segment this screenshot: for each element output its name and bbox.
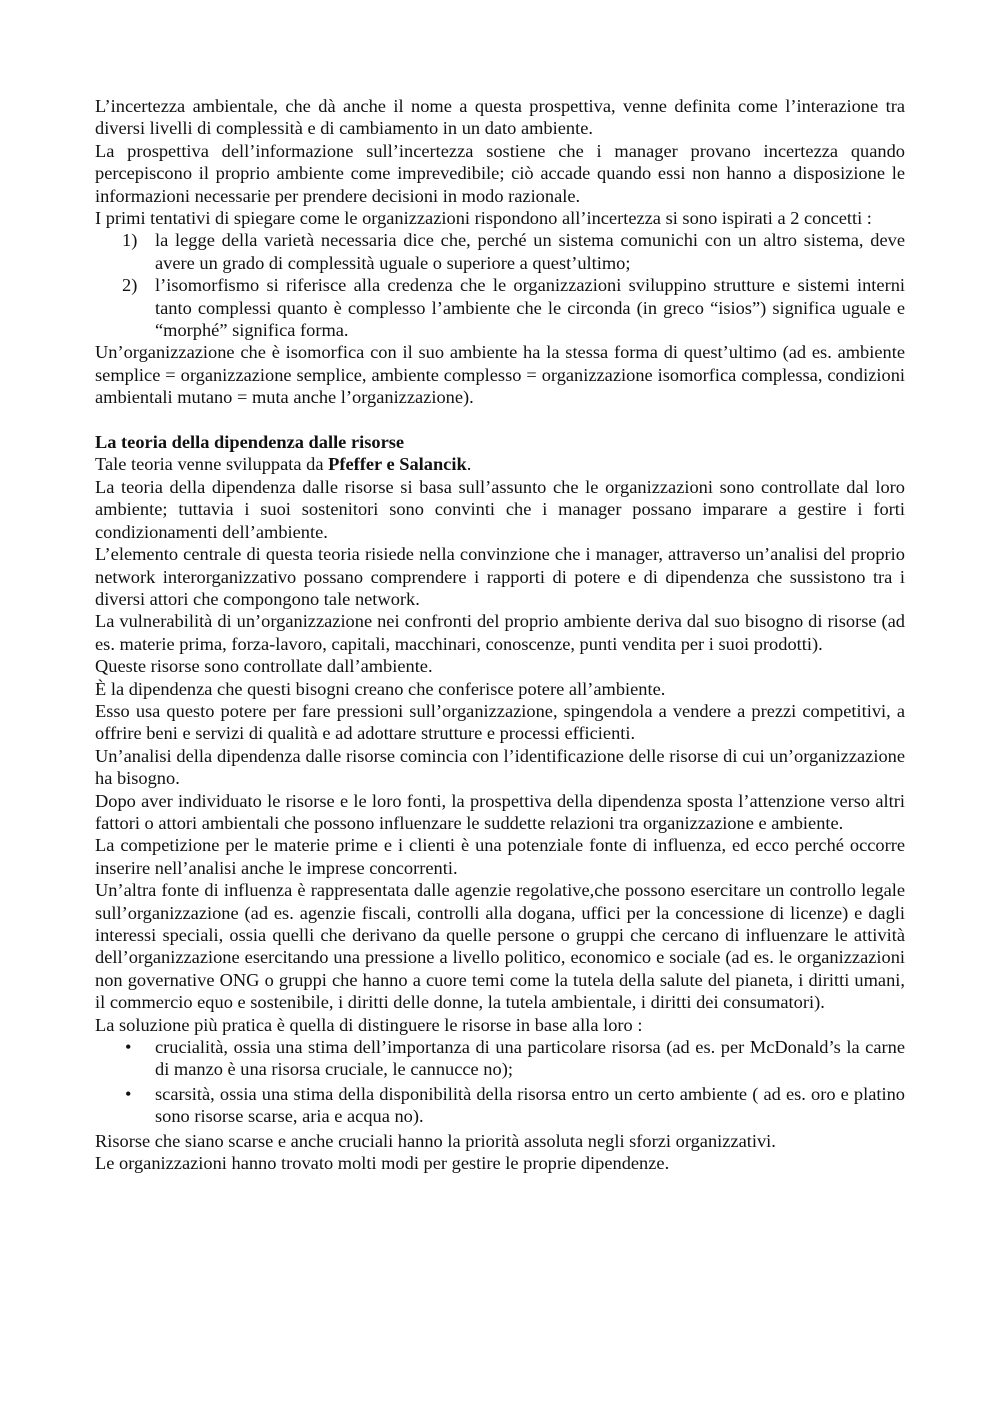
document-page [95, 95, 905, 1174]
intro-suffix: . [466, 454, 472, 475]
paragraph: Le organizzazioni hanno trovato molti modi per gestire le proprie dipendenze. [95, 1153, 670, 1174]
paragraph: Un’analisi della dipendenza dalle risorse comincia con l’identificazione delle risorse di cui un’organizzazione ha bisogno. [95, 745, 905, 789]
bullet-icon: • [125, 1037, 132, 1058]
paragraph-incertezza-ambientale: L’incertezza ambientale, che dà anche il nome a questa prospettiva, venne definita come l’interazione tra diversi livelli di complessità e di cambiamento in un dato ambiente. [95, 96, 905, 139]
list-item-text: scarsità, ossia una stima della disponibilità della risorsa entro un certo ambiente ( ad es. oro e platino sono risorse scarse, aria e acqua no). [155, 1083, 905, 1127]
paragraph-intro-autori [95, 453, 905, 475]
paragraph: La vulnerabilità di un’organizzazione nei confronti del proprio ambiente deriva dal suo bisogno di risorse (ad es. materie prima, forza-lavoro, capitali, macchinari, conoscenze, punti vendita per i suoi prodotti). [95, 611, 905, 654]
paragraph: Un’altra fonte di influenza è rappresentata dalle agenzie regolative,che possono esercitare un controllo legale sull’organizzazione (ad es. agenzie fiscali, controlli alla dogana, uffici per la concessione di licenze) e dagli interessi speciali, ossia quelli che derivano da quelle persone o gruppi che cercano di influenzare le attività dell’organizzazione esercitando una pressione a livello politico, economico e sociale (ad es. le organizzazioni non governative ONG o gruppi che hanno a cuore temi come la tutela della salute del pianeta, i diritti umani, il commercio equo e sostenibile, i diritti delle donne, la tutela ambientale, i diritti dei consumatori). [95, 880, 905, 1013]
list-number: 1) [122, 230, 138, 251]
list-item [95, 274, 905, 341]
list-item [95, 229, 905, 274]
list-item [95, 1083, 905, 1128]
intro-authors: Pfeffer e Salancik [328, 454, 467, 475]
paragraph-prospettiva-informazione: La prospettiva dell’informazione sull’incertezza sostiene che i manager provano incertezza quando percepiscono il proprio ambiente come imprevedibile; ciò accade quando essi non hanno a disposizione le informazioni necessarie per prendere decisioni in modo razionale. [95, 140, 905, 206]
intro-prefix: Tale teoria venne sviluppata da [95, 454, 329, 475]
paragraph: Dopo aver individuato le risorse e le loro fonti, la prospettiva della dipendenza sposta l’attenzione verso altri fattori o attori ambientali che possono influenzare le suddette relazioni tra organizzazione e ambiente. [95, 790, 905, 833]
list-item-text: crucialità, ossia una stima dell’importanza di una particolare risorsa (ad es. per McDonald’s la carne di manzo è una risorsa cruciale, le cannucce no); [155, 1037, 905, 1080]
paragraph: È la dipendenza che questi bisogni creano che conferisce potere all’ambiente. [95, 678, 666, 699]
list-item-text: la legge della varietà necessaria dice che, perché un sistema comunichi con un altro sistema, deve avere un grado di complessità uguale o superiore a quest’ultimo; [155, 230, 905, 273]
paragraph: Queste risorse sono controllate dall’ambiente. [95, 656, 433, 677]
bullet-list-criteri [95, 1036, 905, 1128]
paragraph: Risorse che siano scarse e anche cruciali hanno la priorità assoluta negli sforzi organizzativi. [95, 1130, 776, 1151]
paragraph: La soluzione più pratica è quella di distinguere le risorse in base alla loro : [95, 1014, 643, 1035]
paragraph: La teoria della dipendenza dalle risorse si basa sull’assunto che le organizzazioni sono controllate dal loro ambiente; tuttavia i suoi sostenitori sono convinti che i manager possano imparare a gestire i forti condizionamenti dell’ambiente. [95, 476, 905, 542]
list-item-text: l’isomorfismo si riferisce alla credenza che le organizzazioni sviluppino strutture e sistemi interni tanto complessi quanto è complesso l’ambiente che le circonda (in greco “isios”) significa uguale e “morphé” significa forma. [155, 275, 905, 341]
list-number: 2) [122, 275, 138, 296]
numbered-list-concetti [95, 229, 905, 341]
paragraph-isomorfica: Un’organizzazione che è isomorfica con il suo ambiente ha la stessa forma di quest’ultimo (ad es. ambiente semplice = organizzazione semplice, ambiente complesso = organizzazione isomorfica complessa, condizioni ambientali mutano = muta anche l’organizzazione). [95, 342, 905, 408]
list-item [95, 1036, 905, 1081]
section-heading: La teoria della dipendenza dalle risorse [95, 432, 405, 453]
paragraph-primi-tentativi: I primi tentativi di spiegare come le organizzazioni rispondono all’incertezza si sono ispirati a 2 concetti : [95, 208, 872, 229]
bullet-icon: • [125, 1083, 132, 1104]
paragraph: Esso usa questo potere per fare pressioni sull’organizzazione, spingendola a vendere a prezzi competitivi, a offrire beni e servizi di qualità e ad adottare strutture e processi efficienti. [95, 700, 905, 744]
paragraph: L’elemento centrale di questa teoria risiede nella convinzione che i manager, attraverso un’analisi del proprio network interorganizzativo possano comprendere i rapporti di potere e di dipendenza che sussistono tra i diversi attori che compongono tale network. [95, 544, 905, 609]
paragraph: La competizione per le materie prime e i clienti è una potenziale fonte di influenza, ed ecco perché occorre inserire nell’analisi anche le imprese concorrenti. [95, 835, 905, 878]
